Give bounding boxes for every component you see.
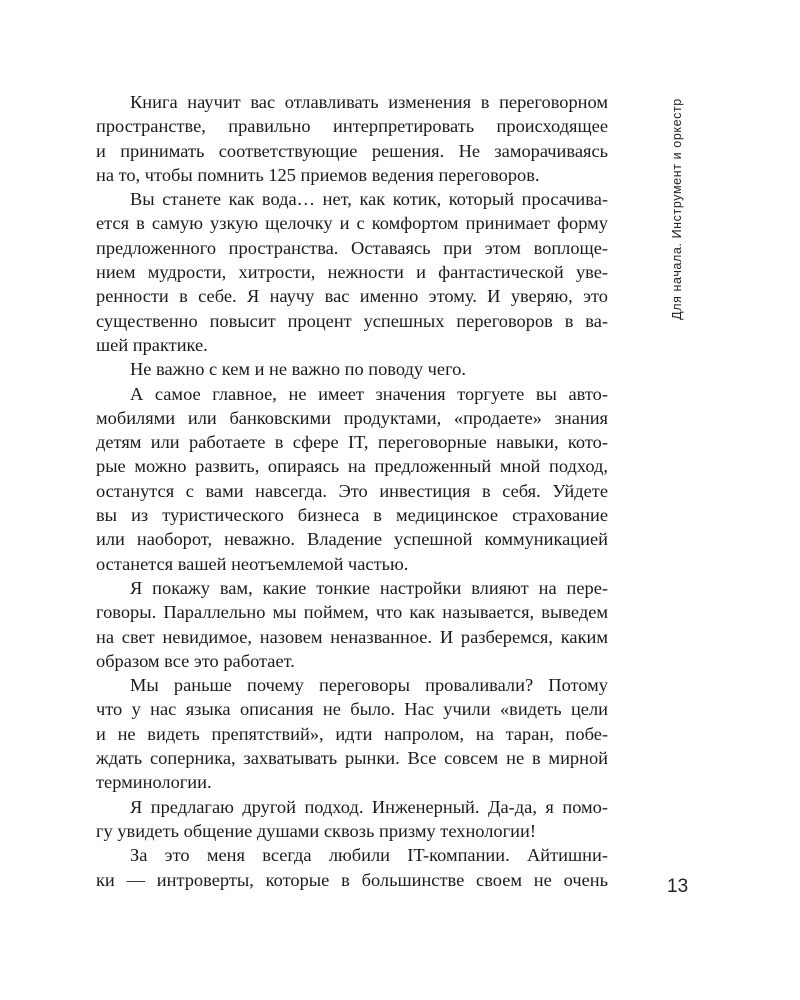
text-line: образом все это работает. <box>96 650 295 671</box>
text-line: и не видеть препятствий», идти напролом, на таран, побе- <box>96 723 608 744</box>
text-line: пространстве, правильно интерпретировать происходящее <box>96 116 608 137</box>
text-line: и принимать соответствующие решения. Не заморачиваясь <box>96 140 608 161</box>
text-line: шей практике. <box>96 334 208 355</box>
text-line: А самое главное, не имеет значения торгуете вы авто- <box>130 383 608 404</box>
text-line: ждать соперника, захватывать рынки. Все совсем не в мирной <box>96 748 608 769</box>
text-line: Не важно с кем и не важно по поводу чего. <box>130 359 466 380</box>
page-number: 13 <box>667 876 689 897</box>
text-line: на свет невидимое, назовем неназванное. И разберемся, каким <box>96 626 608 647</box>
text-line: предложенного пространства. Оставаясь при этом воплоще- <box>96 237 608 258</box>
text-line: Мы раньше почему переговоры проваливали? Потому <box>130 675 608 696</box>
text-line: или наоборот, неважно. Владение успешной коммуникацией <box>96 529 608 550</box>
text-line: детям или работаете в сфере IT, переговорные навыки, кото- <box>96 432 608 453</box>
text-line: говоры. Параллельно мы поймем, что как называется, выведем <box>96 602 608 623</box>
text-line: За это меня всегда любили IT-компании. Айтишни- <box>130 845 608 866</box>
text-line: вы из туристического бизнеса в медицинское страхование <box>96 505 608 526</box>
text-line: ется в самую узкую щелочку и с комфортом принимает форму <box>96 213 608 234</box>
text-line: Я покажу вам, какие тонкие настройки влияют на пере- <box>130 577 608 598</box>
text-line: нием мудрости, хитрости, нежности и фантастической уве- <box>96 262 608 283</box>
text-line: Книга научит вас отлавливать изменения в переговорном <box>130 92 608 112</box>
text-line: что у нас языка описания не было. Нас учили «видеть цели <box>96 699 608 720</box>
text-line: терминологии. <box>96 772 212 793</box>
running-head <box>662 96 692 322</box>
body-text <box>96 90 608 892</box>
text-line: гу увидеть общение душами сквозь призму технологии! <box>96 820 536 841</box>
text-line: мобилями или банковскими продуктами, «продаете» знания <box>96 407 608 428</box>
text-line: останутся с вами навсегда. Это инвестиция в себя. Уйдете <box>96 480 608 501</box>
text-line: существенно повысит процент успешных переговоров в ва- <box>96 310 608 331</box>
running-head-text: Для начала. Инструмент и оркестр <box>670 98 684 320</box>
text-line: рые можно развить, опираясь на предложенный мной подход, <box>96 456 608 477</box>
text-line: ренности в себе. Я научу вас именно этому. И уверяю, это <box>96 286 608 307</box>
text-line: на то, чтобы помнить 125 приемов ведения переговоров. <box>96 164 540 185</box>
text-line: Вы станете как вода… нет, как котик, который просачива- <box>130 189 608 210</box>
text-line: ки — интроверты, которые в большинстве своем не очень <box>96 869 608 890</box>
text-line: Я предлагаю другой подход. Инженерный. Да-да, я помо- <box>130 796 608 817</box>
text-line: останется вашей неотъемлемой частью. <box>96 553 409 574</box>
